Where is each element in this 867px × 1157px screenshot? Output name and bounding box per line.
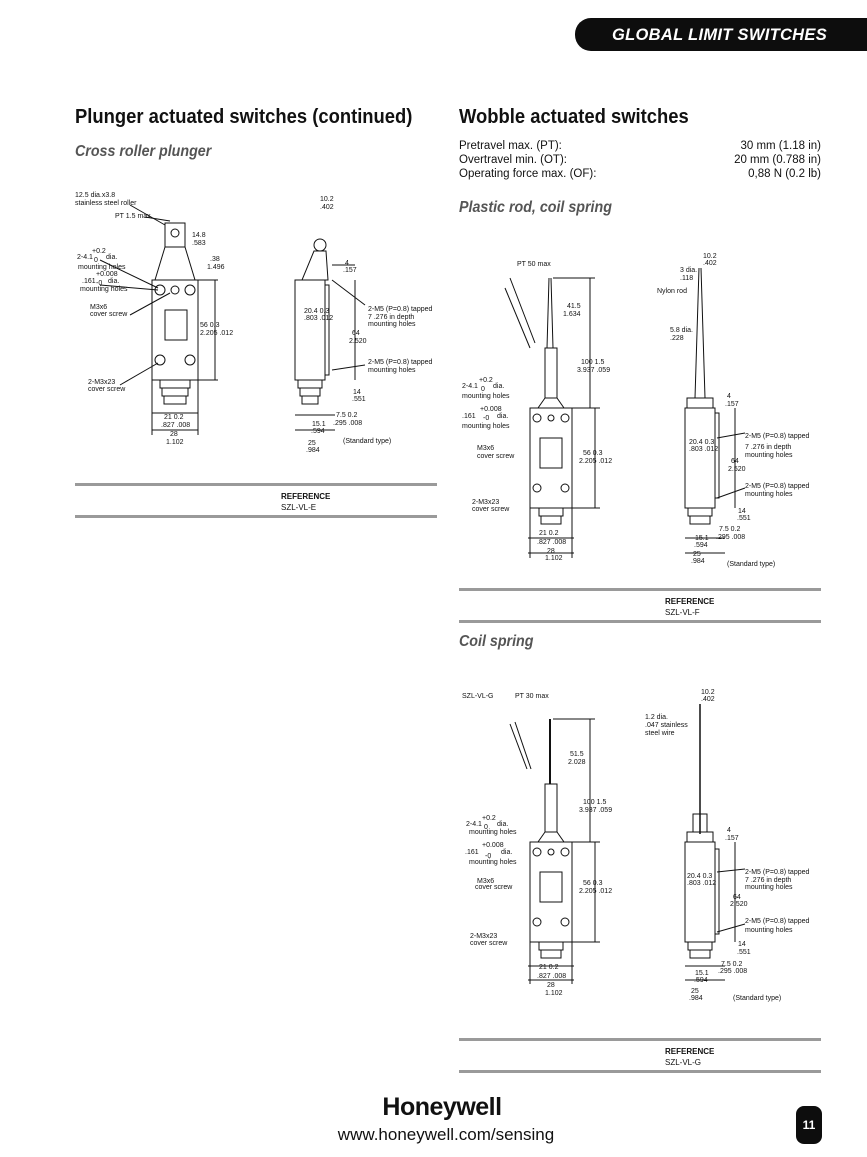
svg-text:1.2 dia.: 1.2 dia. (645, 714, 668, 721)
svg-text:cover screw: cover screw (88, 386, 126, 393)
svg-text:(Standard type): (Standard type) (727, 561, 776, 568)
svg-text:dia.: dia. (497, 821, 509, 828)
side-body (685, 842, 715, 942)
svg-text:2.205 .012: 2.205 .012 (579, 458, 613, 465)
reference-label: REFERENCE (665, 1047, 715, 1056)
page-number: 11 (796, 1106, 822, 1144)
spec-value: 20 mm (0.788 in) (734, 154, 821, 166)
svg-text:14: 14 (738, 941, 746, 948)
svg-text:.118: .118 (680, 275, 694, 282)
svg-text:.295 .008: .295 .008 (718, 968, 748, 975)
svg-text:2-M3x23: 2-M3x23 (88, 379, 116, 386)
spec-label: Overtravel min. (OT): (459, 154, 567, 166)
svg-text:2.520: 2.520 (730, 901, 748, 908)
svg-text:dia.: dia. (501, 849, 513, 856)
svg-text:10.2: 10.2 (320, 196, 334, 203)
svg-text:1.102: 1.102 (545, 555, 563, 562)
svg-text:100 1.5: 100 1.5 (583, 799, 607, 806)
svg-text:2-M5 (P=0.8) tapped: 2-M5 (P=0.8) tapped (745, 918, 810, 925)
svg-text:1.102: 1.102 (166, 439, 184, 446)
svg-text:cover screw: cover screw (470, 940, 508, 947)
reference-value: SZL-VL-G (665, 1058, 702, 1067)
svg-text:21 0.2: 21 0.2 (539, 964, 559, 971)
svg-text:.984: .984 (689, 995, 703, 1002)
svg-text:2-M3x23: 2-M3x23 (472, 499, 500, 506)
svg-text:stainless steel roller: stainless steel roller (75, 200, 137, 207)
svg-text:+0.2: +0.2 (92, 248, 106, 255)
svg-text:mounting holes: mounting holes (745, 452, 793, 459)
svg-text:.583: .583 (192, 240, 206, 247)
svg-text:M3x6: M3x6 (90, 304, 108, 311)
svg-text:.402: .402 (320, 204, 334, 211)
left-subtitle: Cross roller plunger (75, 143, 212, 160)
roller-plunger (165, 223, 185, 247)
svg-text:PT 50 max: PT 50 max (517, 261, 551, 268)
svg-text:100 1.5: 100 1.5 (581, 359, 605, 366)
svg-text:2.205 .012: 2.205 .012 (200, 330, 234, 337)
section-banner (575, 18, 867, 51)
svg-text:2-4.1: 2-4.1 (462, 383, 478, 390)
svg-text:mounting holes: mounting holes (368, 367, 416, 374)
side-body (685, 408, 715, 508)
svg-text:mounting holes: mounting holes (745, 927, 793, 934)
svg-text:.047 stainless: .047 stainless (645, 722, 688, 729)
section1-subtitle: Plastic rod, coil spring (459, 199, 612, 216)
svg-text:28: 28 (547, 548, 555, 555)
svg-text:3.937 .059: 3.937 .059 (577, 367, 611, 374)
svg-text:21 0.2: 21 0.2 (539, 530, 559, 537)
svg-text:25: 25 (308, 440, 316, 447)
svg-text:7.5 0.2: 7.5 0.2 (336, 412, 358, 419)
svg-text:2-4.1: 2-4.1 (77, 254, 93, 261)
cross-roller-drawing (70, 185, 450, 460)
side-body (295, 280, 325, 380)
svg-text:.157: .157 (343, 267, 357, 274)
svg-text:.161: .161 (465, 849, 479, 856)
svg-text:28: 28 (170, 431, 178, 438)
svg-text:5.8 dia.: 5.8 dia. (670, 327, 693, 334)
reference-box-f (459, 588, 821, 623)
section2-subtitle: Coil spring (459, 633, 534, 650)
svg-text:2.028: 2.028 (568, 759, 586, 766)
svg-text:.551: .551 (737, 515, 751, 522)
svg-text:0: 0 (484, 824, 488, 831)
svg-text:.228: .228 (670, 335, 684, 342)
svg-text:10.2: 10.2 (701, 689, 715, 696)
roller (171, 229, 179, 237)
svg-text:.551: .551 (737, 949, 751, 956)
svg-text:64: 64 (731, 458, 739, 465)
svg-text:.594: .594 (311, 428, 325, 435)
svg-text:dia.: dia. (493, 383, 505, 390)
svg-text:.827 .008: .827 .008 (537, 973, 567, 980)
left-title: Plunger actuated switches (continued) (75, 106, 413, 128)
svg-text:.295 .008: .295 .008 (333, 420, 363, 427)
svg-text:dia.: dia. (497, 413, 509, 420)
svg-text:2-M5 (P=0.8) tapped: 2-M5 (P=0.8) tapped (745, 483, 810, 490)
reference-value: SZL-VL-E (281, 503, 317, 512)
svg-text:3 dia.: 3 dia. (680, 267, 698, 274)
svg-text:mounting holes: mounting holes (368, 321, 416, 328)
svg-text:56 0.3: 56 0.3 (583, 450, 603, 457)
svg-text:M3x6: M3x6 (477, 878, 495, 885)
svg-text:cover screw: cover screw (477, 453, 515, 460)
svg-text:14.8: 14.8 (192, 232, 206, 239)
svg-text:(Standard type): (Standard type) (733, 995, 782, 1002)
svg-text:3.937 .059: 3.937 .059 (579, 807, 613, 814)
svg-text:cover screw: cover screw (472, 506, 510, 513)
svg-text:0: 0 (481, 386, 485, 393)
plastic-rod-drawing (455, 248, 835, 578)
svg-text:7 .276 in depth: 7 .276 in depth (368, 314, 415, 321)
svg-text:-0: -0 (483, 415, 490, 422)
switch-body (530, 842, 572, 942)
svg-text:15.1: 15.1 (312, 421, 326, 428)
svg-text:mounting holes: mounting holes (469, 829, 517, 836)
svg-text:.38: .38 (210, 256, 220, 263)
svg-text:cover screw: cover screw (90, 311, 128, 318)
svg-text:1.102: 1.102 (545, 990, 563, 997)
svg-text:PT 1.5 max: PT 1.5 max (115, 213, 151, 220)
reference-box-g (459, 1038, 821, 1073)
svg-text:56 0.3: 56 0.3 (583, 880, 603, 887)
svg-text:mounting holes: mounting holes (745, 491, 793, 498)
svg-text:SZL-VL-G: SZL-VL-G (462, 693, 494, 700)
svg-text:25: 25 (691, 988, 699, 995)
svg-text:.803 .012: .803 .012 (304, 315, 334, 322)
svg-text:7 .276 in depth: 7 .276 in depth (745, 877, 792, 884)
svg-text:.984: .984 (306, 447, 320, 454)
svg-text:.157: .157 (725, 835, 739, 842)
svg-text:+0.2: +0.2 (482, 815, 496, 822)
svg-text:+0.008: +0.008 (96, 271, 118, 278)
svg-text:1.634: 1.634 (563, 311, 581, 318)
reference-label: REFERENCE (281, 492, 331, 501)
svg-text:2-M5 (P=0.8) tapped: 2-M5 (P=0.8) tapped (745, 869, 810, 876)
svg-text:15.1: 15.1 (695, 970, 709, 977)
svg-text:2-M5 (P=0.8) tapped: 2-M5 (P=0.8) tapped (745, 433, 810, 440)
svg-text:(Standard type): (Standard type) (343, 438, 392, 445)
right-title: Wobble actuated switches (459, 106, 689, 128)
spec-value: 0,88 N (0.2 lb) (748, 168, 821, 180)
spec-label: Pretravel max. (PT): (459, 140, 562, 152)
svg-text:64: 64 (352, 330, 360, 337)
svg-text:mounting holes: mounting holes (462, 393, 510, 400)
side-roller (314, 239, 326, 251)
plunger-head (155, 247, 195, 280)
svg-text:64: 64 (733, 894, 741, 901)
svg-text:.161: .161 (462, 413, 476, 420)
svg-text:0: 0 (94, 257, 98, 264)
svg-text:mounting holes: mounting holes (469, 859, 517, 866)
svg-text:4: 4 (727, 393, 731, 400)
svg-text:steel wire: steel wire (645, 730, 675, 737)
svg-text:2.520: 2.520 (728, 466, 746, 473)
svg-text:7.5 0.2: 7.5 0.2 (719, 526, 741, 533)
svg-text:2-M5 (P=0.8) tapped: 2-M5 (P=0.8) tapped (368, 306, 433, 313)
svg-text:.984: .984 (691, 558, 705, 565)
svg-text:.803 .012: .803 .012 (689, 446, 719, 453)
svg-text:.594: .594 (694, 542, 708, 549)
svg-text:.295 .008: .295 .008 (716, 534, 746, 541)
svg-text:1.496: 1.496 (207, 264, 225, 271)
svg-text:2-M5 (P=0.8) tapped: 2-M5 (P=0.8) tapped (368, 359, 433, 366)
svg-text:.402: .402 (703, 260, 717, 267)
spec-label: Operating force max. (OF): (459, 168, 597, 180)
svg-text:4: 4 (345, 260, 349, 267)
svg-text:20.4 0.3: 20.4 0.3 (689, 439, 715, 446)
svg-text:PT 30 max: PT 30 max (515, 693, 549, 700)
svg-text:.551: .551 (352, 396, 366, 403)
svg-text:-0: -0 (96, 280, 103, 287)
svg-text:28: 28 (547, 982, 555, 989)
svg-text:.161: .161 (82, 278, 96, 285)
svg-text:14: 14 (738, 508, 746, 515)
svg-text:mounting holes: mounting holes (462, 423, 510, 430)
svg-text:Nylon rod: Nylon rod (657, 288, 687, 295)
svg-text:+0.2: +0.2 (479, 377, 493, 384)
svg-text:56 0.3: 56 0.3 (200, 322, 220, 329)
svg-text:4: 4 (727, 827, 731, 834)
svg-text:12.5 dia.x3.8: 12.5 dia.x3.8 (75, 192, 116, 199)
svg-text:-0: -0 (485, 853, 492, 860)
svg-text:2-4.1: 2-4.1 (466, 821, 482, 828)
banner-title: GLOBAL LIMIT SWITCHES (612, 26, 827, 44)
svg-text:+0.008: +0.008 (482, 842, 504, 849)
svg-text:7 .276 in depth: 7 .276 in depth (745, 444, 792, 451)
svg-text:21 0.2: 21 0.2 (164, 414, 184, 421)
svg-text:2.205 .012: 2.205 .012 (579, 888, 613, 895)
svg-text:mounting holes: mounting holes (80, 286, 128, 293)
svg-text:+0.008: +0.008 (480, 406, 502, 413)
spec-value: 30 mm (1.18 in) (740, 140, 821, 152)
website-url[interactable]: www.honeywell.com/sensing (337, 1125, 555, 1144)
svg-text:2-M3x23: 2-M3x23 (470, 933, 498, 940)
svg-text:.803 .012: .803 .012 (687, 880, 717, 887)
svg-text:25: 25 (693, 551, 701, 558)
switch-body (530, 408, 572, 508)
svg-text:.402: .402 (701, 696, 715, 703)
reference-box-left (75, 483, 437, 518)
svg-text:10.2: 10.2 (703, 253, 717, 260)
svg-text:41.5: 41.5 (567, 303, 581, 310)
svg-text:51.5: 51.5 (570, 751, 584, 758)
svg-text:14: 14 (353, 389, 361, 396)
rod (547, 278, 553, 348)
svg-text:20.4 0.3: 20.4 0.3 (687, 873, 713, 880)
svg-text:.594: .594 (694, 977, 708, 984)
svg-text:dia.: dia. (108, 278, 120, 285)
svg-text:M3x6: M3x6 (477, 445, 495, 452)
svg-text:dia.: dia. (106, 254, 118, 261)
svg-text:.157: .157 (725, 401, 739, 408)
svg-text:20.4 0.3: 20.4 0.3 (304, 308, 330, 315)
svg-text:2.520: 2.520 (349, 338, 367, 345)
svg-text:mounting holes: mounting holes (745, 884, 793, 891)
svg-text:15.1: 15.1 (695, 535, 709, 542)
honeywell-logo: Honeywell (382, 1093, 502, 1121)
svg-text:7.5 0.2: 7.5 0.2 (721, 961, 743, 968)
reference-label: REFERENCE (665, 597, 715, 606)
svg-text:.827 .008: .827 .008 (537, 539, 567, 546)
coil-spring-drawing (455, 684, 835, 1004)
svg-text:mounting holes: mounting holes (78, 264, 126, 271)
svg-text:cover screw: cover screw (475, 884, 513, 891)
svg-text:.827 .008: .827 .008 (161, 422, 191, 429)
reference-value: SZL-VL-F (665, 608, 700, 617)
